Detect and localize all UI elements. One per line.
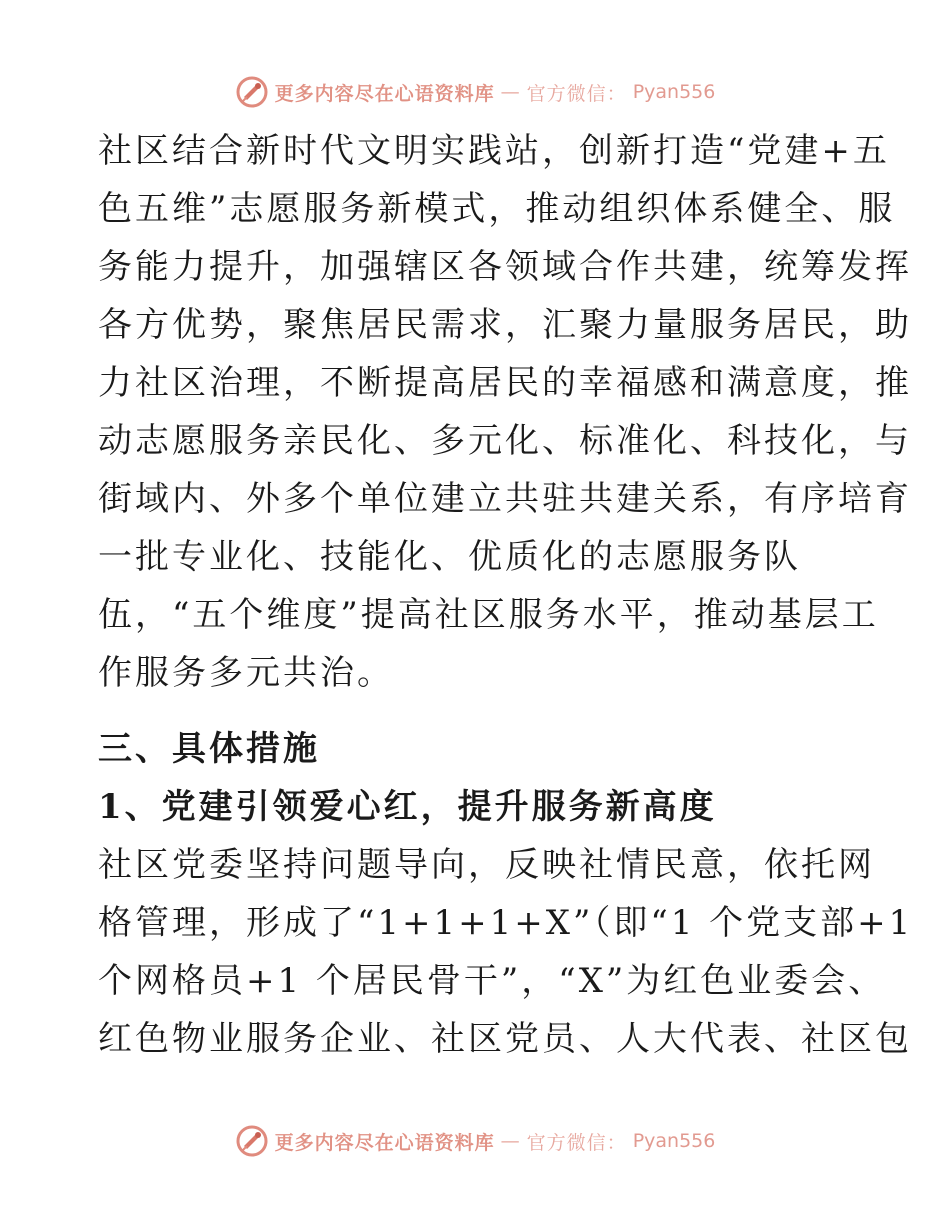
watermark-official-label: 官方微信： bbox=[526, 82, 627, 105]
paragraph-line: 伍，“五个维度”提高社区服务水平，推动基层工 bbox=[98, 595, 879, 635]
paragraph-line: 作服务多元共治。 bbox=[98, 653, 394, 693]
header-watermark bbox=[0, 72, 950, 112]
paragraph-measures bbox=[98, 836, 914, 1068]
footer-watermark bbox=[0, 1121, 950, 1161]
watermark-brand-text: 更多内容尽在心语资料库 bbox=[274, 82, 495, 105]
paragraph-line: 色五维”志愿服务新模式，推动组织体系健全、服 bbox=[98, 189, 896, 229]
paragraph-line: 一批专业化、技能化、优质化的志愿服务队 bbox=[98, 537, 801, 577]
watermark-brand-text: 更多内容尽在心语资料库 bbox=[274, 1131, 495, 1154]
paragraph-line: 各方优势，聚焦居民需求，汇聚力量服务居民，助 bbox=[98, 305, 912, 345]
brand-logo-icon bbox=[235, 1124, 269, 1158]
subsection-heading: 1、党建引领爱心红，提升服务新高度 bbox=[98, 787, 717, 827]
watermark-separator: — bbox=[500, 1130, 521, 1152]
paragraph-line: 社区党委坚持问题导向，反映社情民意，依托网 bbox=[98, 845, 875, 885]
watermark-official-label: 官方微信： bbox=[526, 1131, 627, 1154]
document-body bbox=[98, 122, 914, 1068]
section-heading: 三、具体措施 bbox=[98, 729, 320, 769]
paragraph-line: 社区结合新时代文明实践站，创新打造“党建+五 bbox=[98, 131, 890, 171]
watermark-wechat-id: Pyan556 bbox=[632, 81, 716, 103]
paragraph-line: 红色物业服务企业、社区党员、人大代表、社区包 bbox=[98, 1019, 912, 1059]
watermark-separator: — bbox=[500, 81, 521, 103]
paragraph-intro bbox=[98, 122, 912, 702]
paragraph-line: 个网格员+1 个居民骨干”，“X”为红色业委会、 bbox=[98, 961, 886, 1001]
watermark-wechat-id: Pyan556 bbox=[632, 1130, 716, 1152]
paragraph-line: 动志愿服务亲民化、多元化、标准化、科技化，与 bbox=[98, 421, 912, 461]
brand-logo-icon bbox=[235, 75, 269, 109]
paragraph-line: 街域内、外多个单位建立共驻共建关系，有序培育 bbox=[98, 479, 912, 519]
paragraph-line: 力社区治理，不断提高居民的幸福感和满意度，推 bbox=[98, 363, 912, 403]
paragraph-line: 格管理，形成了“1+1+1+X”（即“1 个党支部+1 bbox=[98, 903, 914, 943]
paragraph-line: 务能力提升，加强辖区各领域合作共建，统筹发挥 bbox=[98, 247, 912, 287]
